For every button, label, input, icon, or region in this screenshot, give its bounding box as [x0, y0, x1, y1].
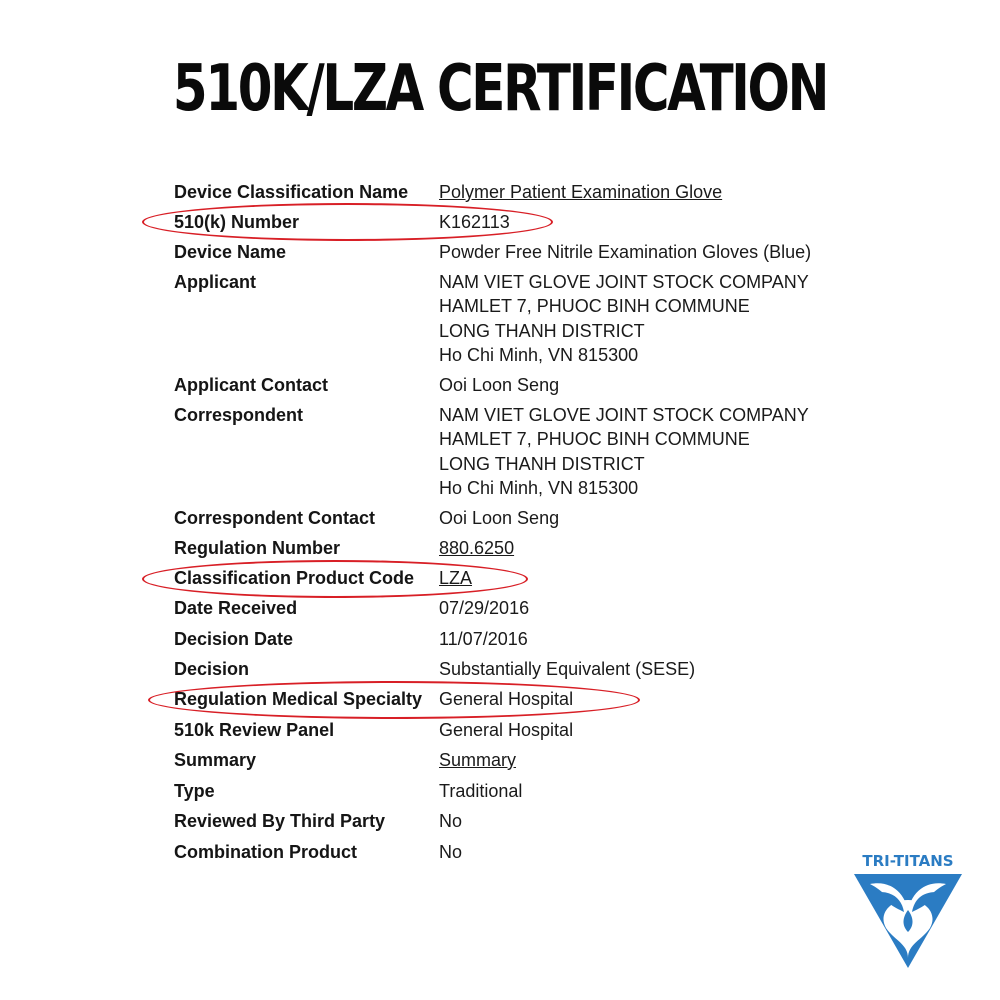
field-value-line[interactable]: 880.6250: [439, 538, 515, 558]
field-value-line[interactable]: Summary: [439, 750, 517, 770]
triquetra-shield-icon: [850, 870, 966, 970]
field-value: [439, 840, 462, 864]
field-label: Combination Product: [174, 842, 357, 862]
field-label: Type: [174, 781, 215, 801]
field-label: 510k Review Panel: [174, 720, 335, 740]
field-value: [439, 657, 695, 681]
field-value-link[interactable]: [439, 536, 514, 560]
field-label: Applicant Contact: [174, 375, 329, 395]
field-value-line: No: [439, 811, 463, 831]
highlight-oval-medical-specialty: [148, 681, 640, 719]
field-value-line: HAMLET 7, PHUOC BINH COMMUNE: [439, 429, 750, 450]
field-value-line: General Hospital: [439, 720, 574, 740]
field-value-line: NAM VIET GLOVE JOINT STOCK COMPANY: [439, 405, 809, 425]
field-value: [439, 809, 462, 833]
field-value-line: Powder Free Nitrile Examination Gloves (Blue): [439, 242, 812, 262]
field-value: [439, 779, 522, 803]
field-label: Correspondent Contact: [174, 508, 376, 528]
field-value-line: HAMLET 7, PHUOC BINH COMMUNE: [439, 296, 750, 317]
field-value: [439, 718, 573, 742]
field-value: [439, 373, 559, 397]
field-label: Decision: [174, 659, 250, 679]
field-value-line: Ooi Loon Seng: [439, 375, 560, 395]
field-value: [439, 240, 811, 264]
field-label: Correspondent: [174, 405, 304, 425]
field-label: Classification Product Code: [174, 568, 415, 588]
field-label: Applicant: [174, 272, 257, 292]
field-label: Date Received: [174, 598, 298, 618]
field-value: [439, 270, 809, 367]
field-label: Device Name: [174, 242, 287, 262]
highlight-oval-product-code: [142, 560, 528, 598]
field-value: [439, 596, 529, 620]
field-value-link[interactable]: [439, 180, 722, 204]
page-title: 510K/LZA CERTIFICATION: [172, 52, 828, 126]
field-value: [439, 627, 528, 651]
field-value-line: LONG THANH DISTRICT: [439, 320, 645, 341]
field-value: [439, 403, 809, 500]
field-value: [439, 506, 559, 530]
field-label: Regulation Medical Specialty: [174, 689, 423, 709]
field-label: Reviewed By Third Party: [174, 811, 386, 831]
field-value-line: Traditional: [439, 781, 523, 801]
field-label: Summary: [174, 750, 257, 770]
field-value-line: 07/29/2016: [439, 598, 530, 618]
field-value-line: No: [439, 842, 463, 862]
field-label: Device Classification Name: [174, 182, 409, 202]
field-value-line: General Hospital: [439, 689, 574, 709]
field-value-line[interactable]: LZA: [439, 568, 473, 588]
field-label: 510(k) Number: [174, 212, 300, 232]
logo-text: TRI-TITANS: [862, 852, 954, 870]
field-value-line: NAM VIET GLOVE JOINT STOCK COMPANY: [439, 272, 809, 292]
tri-titans-logo: [848, 852, 968, 972]
field-value-line: Ho Chi Minh, VN 815300: [439, 344, 639, 365]
field-label: Regulation Number: [174, 538, 341, 558]
field-value-line: LONG THANH DISTRICT: [439, 453, 645, 474]
field-value-line: K162113: [439, 212, 510, 232]
field-value-link[interactable]: [439, 748, 516, 772]
field-value-line: Ho Chi Minh, VN 815300: [439, 477, 639, 498]
field-value-line: Substantially Equivalent (SESE): [439, 659, 696, 679]
highlight-oval-510k-number: [142, 203, 553, 241]
field-value-line: Ooi Loon Seng: [439, 508, 560, 528]
field-value-line: 11/07/2016: [439, 629, 528, 649]
field-label: Decision Date: [174, 629, 294, 649]
field-value-line[interactable]: Polymer Patient Examination Glove: [439, 182, 723, 202]
